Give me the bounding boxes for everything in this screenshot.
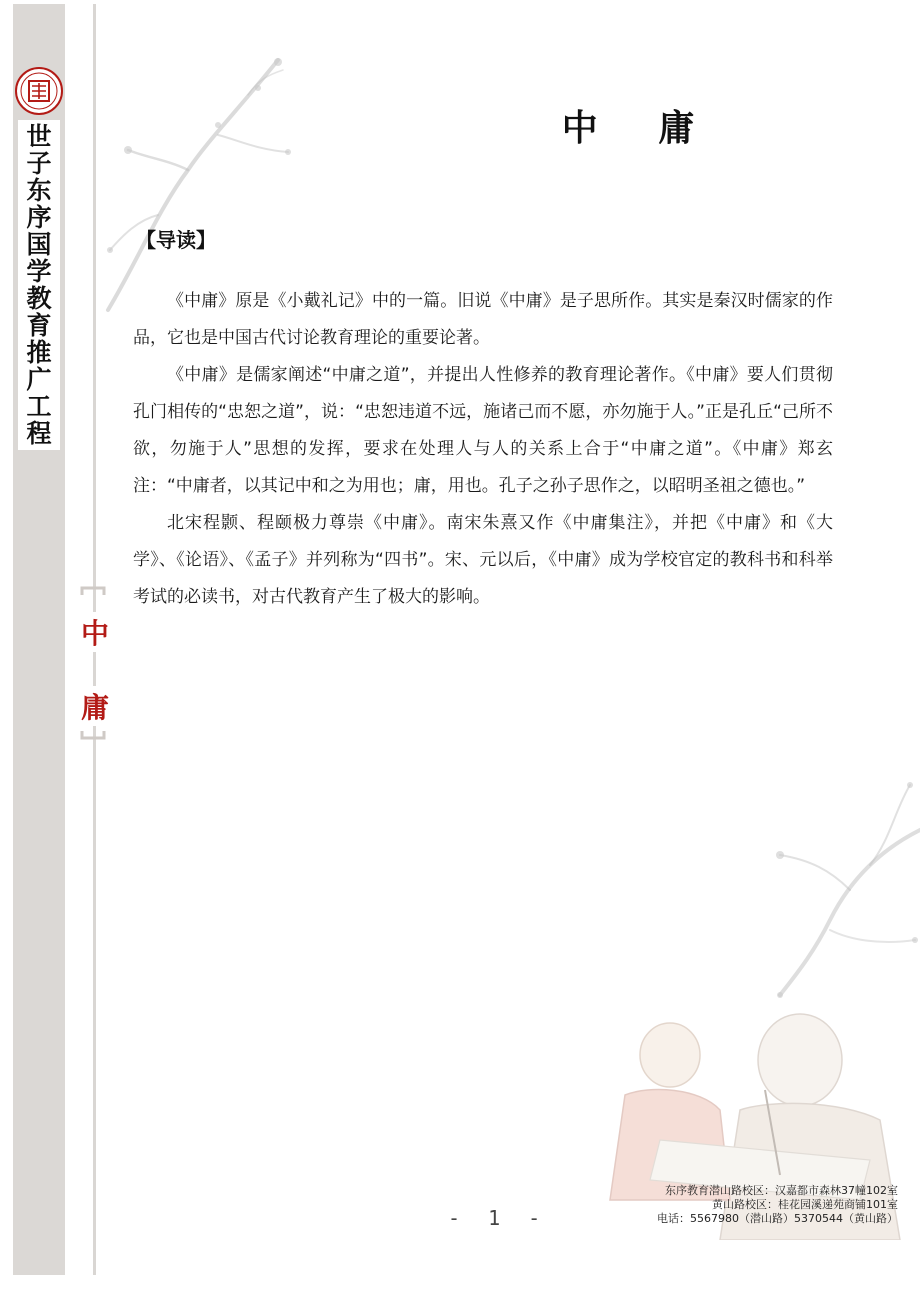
banner-char: 国 [26,230,52,259]
banner-char: 程 [26,419,52,448]
banner-char: 学 [26,257,52,286]
contact-line: 东序教育潜山路校区：汉嘉都市森林37幢102室 [665,1184,898,1197]
banner-char: 广 [26,365,52,394]
page-number: - 1 - [448,1206,549,1230]
page-title: 中 庸 [561,108,719,149]
banner-char: 教 [26,284,52,313]
red-round-seal-icon [14,66,64,116]
vertical-banner-title [18,120,60,450]
spine-label [78,586,112,741]
spine-char-2: 庸 [80,686,110,726]
banner-char: 东 [26,176,52,205]
banner-char: 推 [26,338,52,367]
ink-branch-decoration [98,40,298,320]
paragraph: 北宋程颢、程颐极力尊崇《中庸》。南宋朱熹又作《中庸集注》，并把《中庸》和《大学》、《论语》、《孟子》并列称为“四书”。宋、元以后，《中庸》成为学校官定的教科书和科举考试的必读书，对古代教育产生了极大的影响。 [133,513,833,607]
paragraph: 《中庸》是儒家阐述“中庸之道”，并提出人性修养的教育理论著作。《中庸》要人们贯彻孔门相传的“忠恕之道”，说：“忠恕违道不远，施诸己而不愿，亦勿施于人。”正是孔丘“己所不欲，勿施于人”思想的发挥，要求在处理人与人的关系上合于“中庸之道”。《中庸》郑玄注：“中庸者，以其记中和之为用也；庸，用也。孔子之孙子思作之，以昭明圣祖之德也。” [133,365,833,496]
banner-char: 序 [26,203,52,232]
contact-line: 黄山路校区：桂花园溪递苑商铺101室 [712,1198,898,1211]
banner-char: 工 [26,392,52,421]
banner-char: 世 [26,122,52,151]
spine-char-1: 中 [80,612,110,652]
ink-branch-decoration-right [720,770,920,1000]
contact-line: 电话：5567980（潜山路）5370544（黄山路） [657,1212,898,1225]
body-text [133,283,833,616]
bracket-top-icon [78,586,108,596]
section-heading: 【导读】 [136,228,216,252]
banner-char: 育 [26,311,52,340]
contact-info [628,1184,898,1226]
paragraph: 《中庸》原是《小戴礼记》中的一篇。旧说《中庸》是子思所作。其实是秦汉时儒家的作品，它也是中国古代讨论教育理论的重要论著。 [133,291,833,348]
banner-char: 子 [26,149,52,178]
bracket-bottom-icon [78,730,108,740]
